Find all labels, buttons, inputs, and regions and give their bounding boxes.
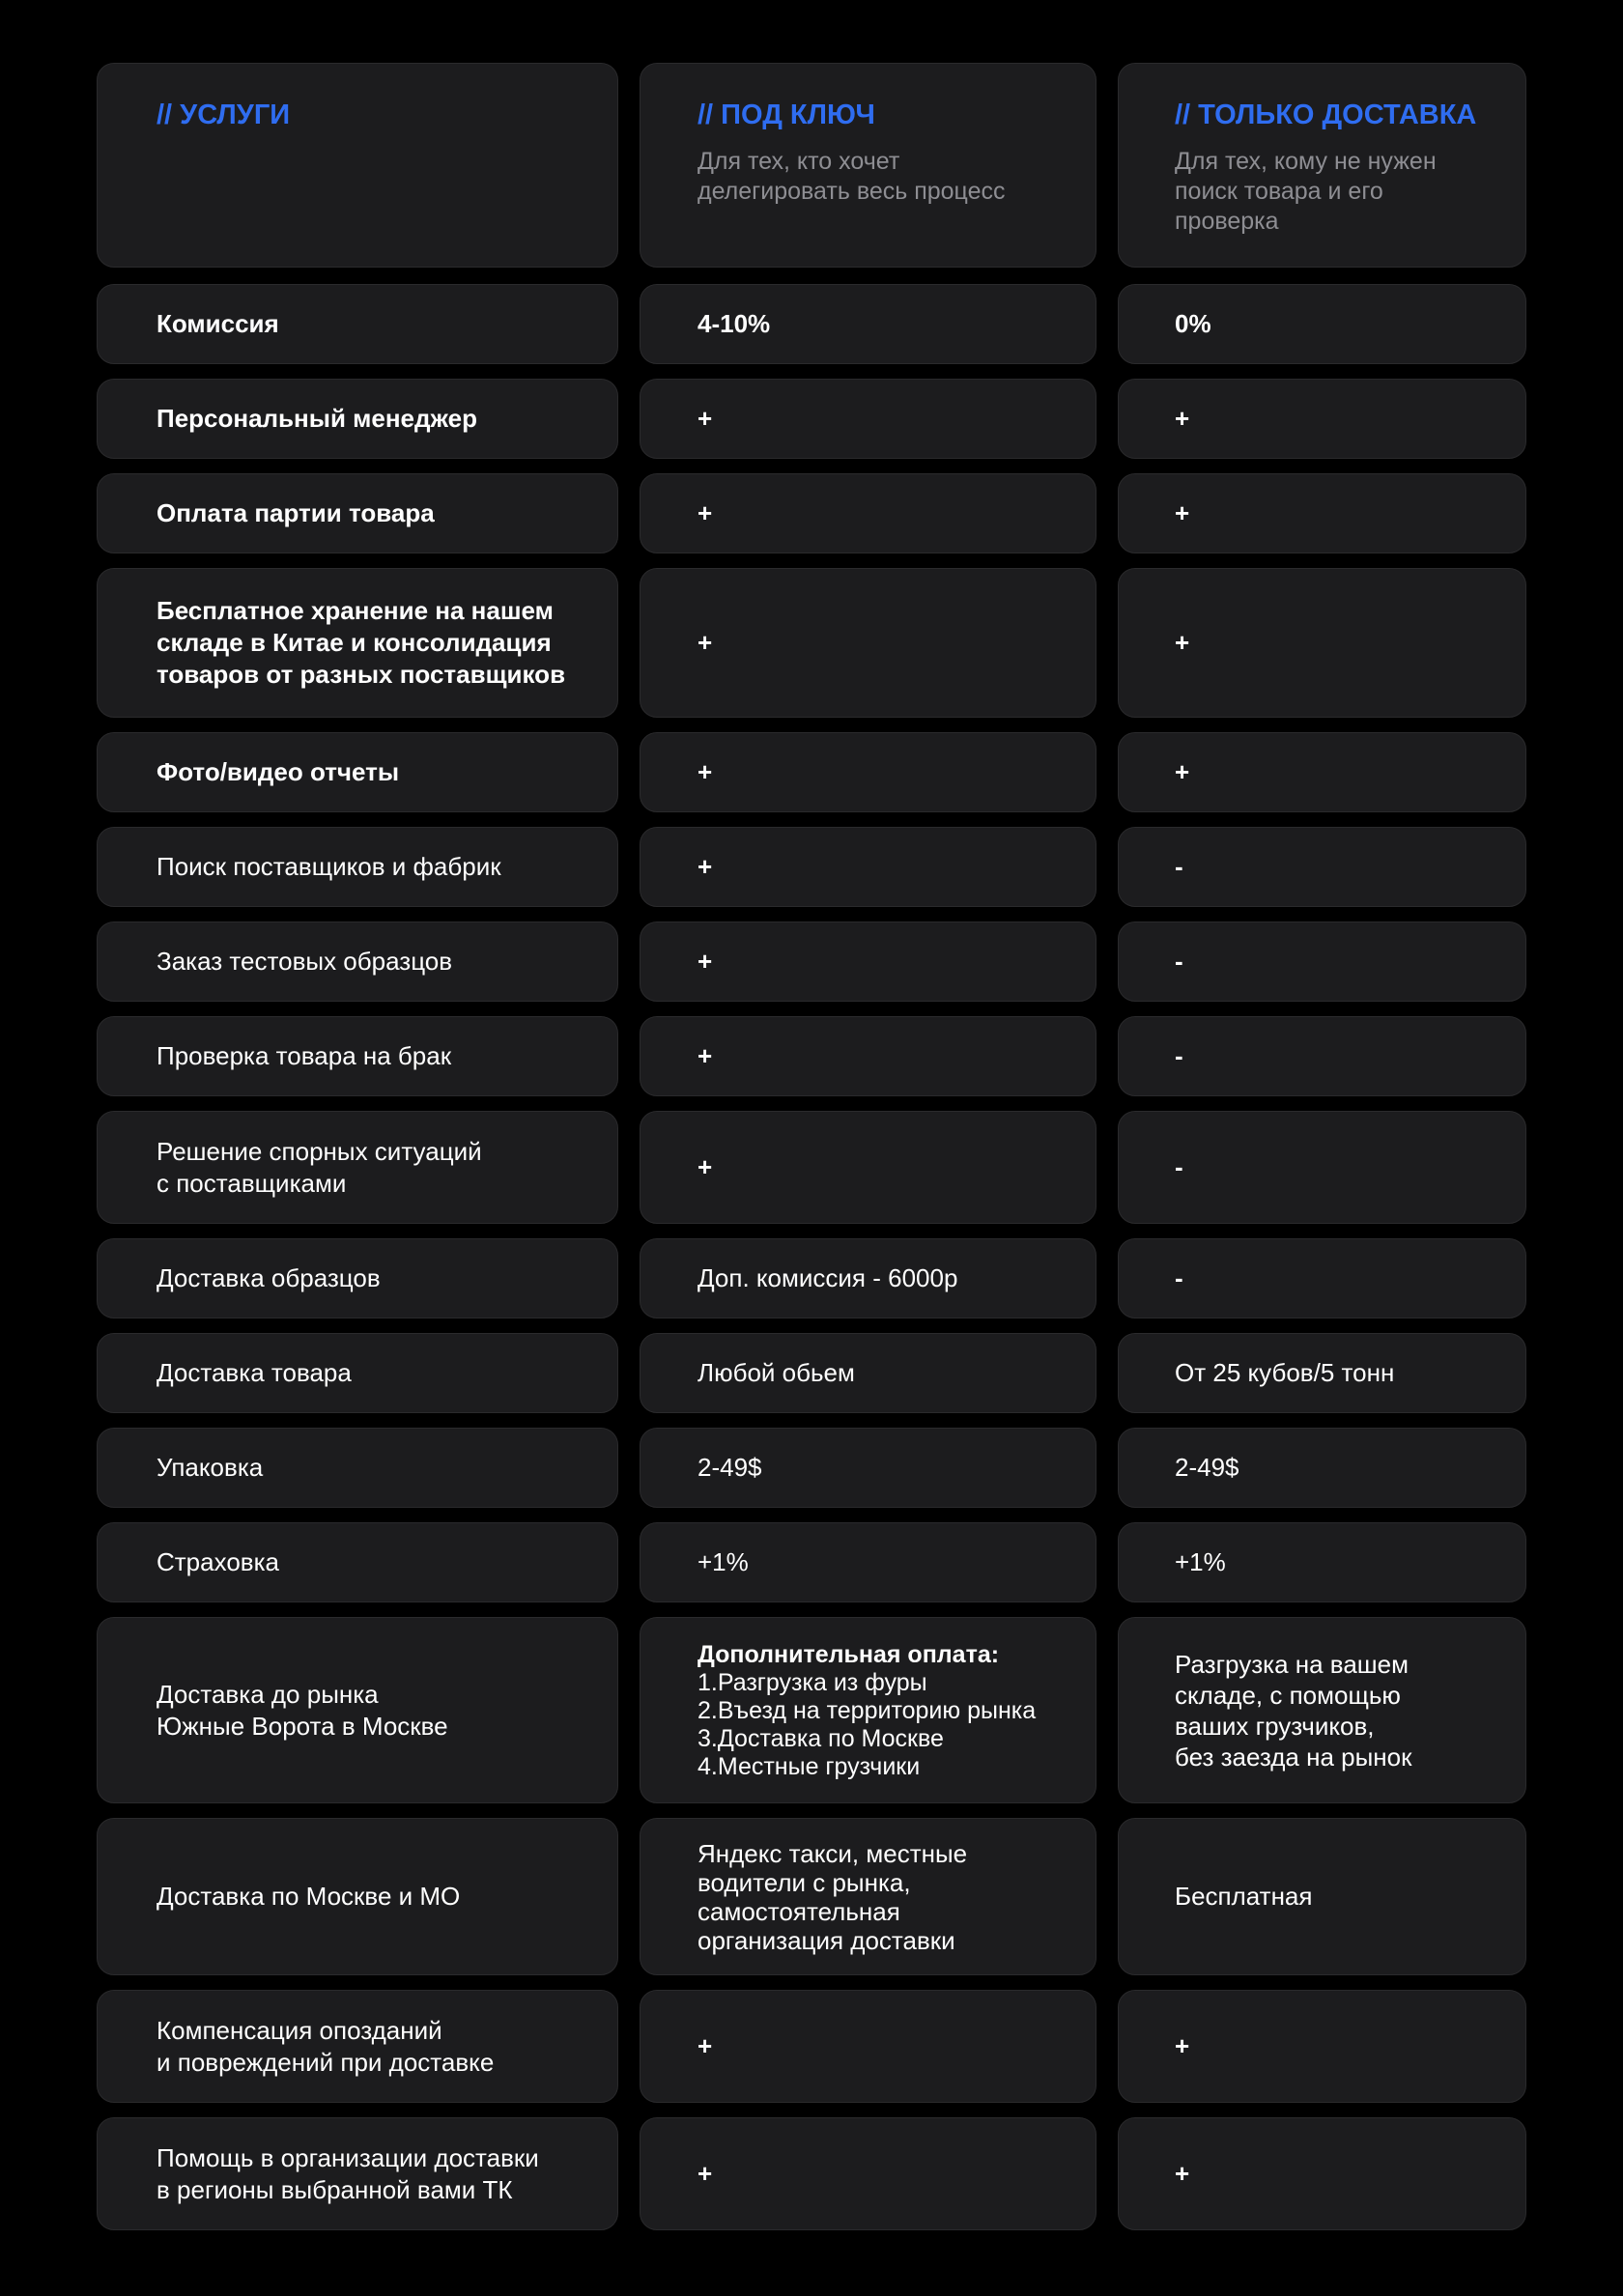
row-label: Решение спорных ситуаций с поставщиками — [97, 1111, 618, 1224]
header-turnkey-subtitle: Для тех, кто хочет делегировать весь процесс — [698, 148, 1006, 205]
turnkey-value: + — [640, 473, 1096, 553]
row-label: Компенсация опозданий и повреждений при доставке — [97, 1990, 618, 2103]
header-turnkey-title: // ПОД КЛЮЧ — [698, 99, 875, 130]
turnkey-value: + — [640, 1016, 1096, 1096]
turnkey-value: Доп. комиссия - 6000р — [640, 1238, 1096, 1318]
turnkey-value: + — [640, 379, 1096, 459]
header-delivery-subtitle: Для тех, кому не нужен поиск товара и его проверка — [1175, 148, 1437, 235]
row-label: Комиссия — [97, 284, 618, 364]
row-label: Страховка — [97, 1522, 618, 1602]
turnkey-value-block — [640, 1617, 1096, 1803]
delivery-value: - — [1118, 827, 1526, 907]
turnkey-value: + — [640, 568, 1096, 718]
delivery-value: 0% — [1118, 284, 1526, 364]
delivery-value: От 25 кубов/5 тонн — [1118, 1333, 1526, 1413]
delivery-value: - — [1118, 1016, 1526, 1096]
turnkey-value: +1% — [640, 1522, 1096, 1602]
row-label: Бесплатное хранение на нашем складе в Китае и консолидация товаров от разных поставщиков — [97, 568, 618, 718]
delivery-value: + — [1118, 379, 1526, 459]
row-label: Доставка товара — [97, 1333, 618, 1413]
delivery-value: + — [1118, 1990, 1526, 2103]
turnkey-value: Яндекс такси, местные водители с рынка, самостоятельная организация доставки — [640, 1818, 1096, 1975]
delivery-value: + — [1118, 2117, 1526, 2230]
turnkey-value: + — [640, 2117, 1096, 2230]
delivery-value: + — [1118, 732, 1526, 812]
row-label: Доставка образцов — [97, 1238, 618, 1318]
turnkey-value: + — [640, 1990, 1096, 2103]
turnkey-value: Любой обьем — [640, 1333, 1096, 1413]
delivery-value: +1% — [1118, 1522, 1526, 1602]
delivery-value: 2-49$ — [1118, 1428, 1526, 1508]
row-label: Проверка товара на брак — [97, 1016, 618, 1096]
row-label: Персональный менеджер — [97, 379, 618, 459]
header-delivery-only — [1118, 63, 1526, 268]
turnkey-value: 4-10% — [640, 284, 1096, 364]
delivery-value: - — [1118, 921, 1526, 1002]
header-turnkey — [640, 63, 1096, 268]
header-delivery-title: // ТОЛЬКО ДОСТАВКА — [1175, 99, 1477, 130]
row-label: Оплата партии товара — [97, 473, 618, 553]
row-label: Доставка по Москве и МО — [97, 1818, 618, 1975]
delivery-value: Разгрузка на вашем складе, с помощью ваших грузчиков, без заезда на рынок — [1118, 1617, 1526, 1803]
turnkey-value: + — [640, 1111, 1096, 1224]
header-services-title: // УСЛУГИ — [157, 99, 291, 130]
turnkey-extra-list: 1.Разгрузка из фуры 2.Въезд на территорию рынка 3.Доставка по Москве 4.Местные грузчики — [698, 1668, 1037, 1780]
turnkey-value: 2-49$ — [640, 1428, 1096, 1508]
comparison-table — [97, 63, 1526, 2230]
delivery-value: Бесплатная — [1118, 1818, 1526, 1975]
delivery-value: + — [1118, 568, 1526, 718]
turnkey-value: + — [640, 827, 1096, 907]
delivery-value: - — [1118, 1238, 1526, 1318]
row-label: Поиск поставщиков и фабрик — [97, 827, 618, 907]
row-label: Доставка до рынка Южные Ворота в Москве — [97, 1617, 618, 1803]
row-label: Упаковка — [97, 1428, 618, 1508]
turnkey-value: + — [640, 921, 1096, 1002]
turnkey-value: + — [640, 732, 1096, 812]
row-label: Помощь в организации доставки в регионы выбранной вами ТК — [97, 2117, 618, 2230]
turnkey-extra-title: Дополнительная оплата: — [698, 1640, 1000, 1668]
row-label: Фото/видео отчеты — [97, 732, 618, 812]
row-label: Заказ тестовых образцов — [97, 921, 618, 1002]
header-services — [97, 63, 618, 268]
delivery-value: - — [1118, 1111, 1526, 1224]
delivery-value: + — [1118, 473, 1526, 553]
